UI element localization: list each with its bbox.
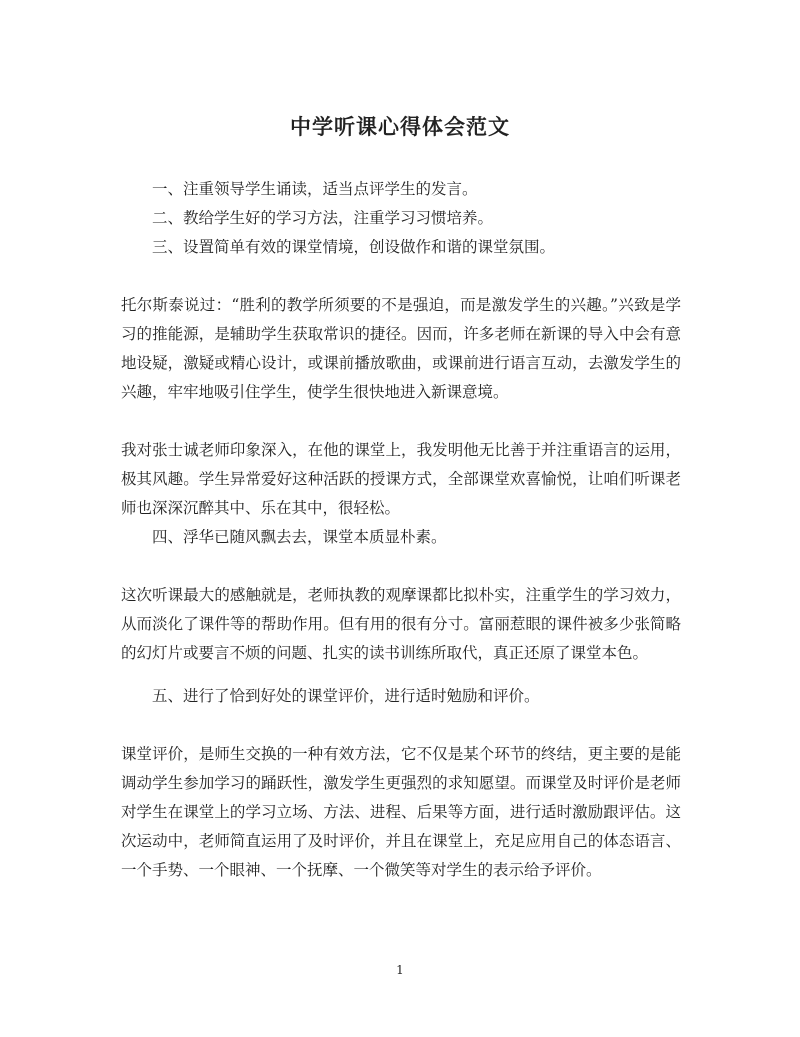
paragraph-teacher: 我对张士诚老师印象深入，在他的课堂上，我发明他无比善于并注重语言的运用，极其风趣。学生异常爱好这种活跃的授课方式，全部课堂欢喜愉悦，让咱们听课老师也深深沉醉其中、乐在其中，很轻松。 [121, 441, 681, 517]
paragraph-tolstoy: 托尔斯泰说过：“胜利的教学所须要的不是强迫，而是激发学生的兴趣。”兴致是学习的推能源，是辅助学生获取常识的捷径。因而，许多老师在新课的导入中会有意地设疑，激疑或精心设计，或课前播放歌曲，或课前进行语言互动，去激发学生的兴趣，牢牢地吸引住学生，使学生很快地进入新课意境。 [121, 296, 681, 401]
list-item-two: 二、教给学生好的学习方法，注重学习习惯培养。 [152, 209, 494, 227]
document-title: 中学听课心得体会范文 [290, 114, 510, 139]
paragraph-observation: 这次听课最大的感触就是，老师执教的观摩课都比拟朴实，注重学生的学习效力，从而淡化了课件等的帮助作用。但有用的很有分寸。富丽惹眼的课件被多少张简略的幻灯片或要言不烦的问题、扎实的读书训练所取代，真正还原了课堂本色。 [121, 586, 681, 662]
list-item-five: 五、进行了恰到好处的课堂评价，进行适时勉励和评价。 [152, 687, 540, 705]
paragraph-gap [121, 668, 681, 682]
document-body [121, 175, 681, 885]
paragraph-gap [121, 711, 681, 740]
list-item-four: 四、浮华已随风飘去去，课堂本质显朴素。 [152, 528, 447, 546]
page-number: 1 [396, 963, 404, 977]
paragraph-gap [121, 262, 681, 291]
list-item-one: 一、注重领导学生诵读，适当点评学生的发言。 [152, 180, 478, 198]
paragraph-gap [121, 552, 681, 581]
paragraph-evaluation: 课堂评价，是师生交换的一种有效方法，它不仅是某个环节的终结，更主要的是能调动学生参加学习的踊跃性，激发学生更强烈的求知愿望。而课堂及时评价是老师对学生在课堂上的学习立场、方法、进程、后果等方面，进行适时激励跟评估。这次运动中，老师简直运用了及时评价，并且在课堂上，充足应用自己的体态语言、一个手势、一个眼神、一个抚摩、一个微笑等对学生的表示给予评价。 [121, 745, 681, 879]
paragraph-gap [121, 407, 681, 436]
list-item-three: 三、设置简单有效的课堂情境，创设做作和谐的课堂氛围。 [152, 238, 556, 256]
